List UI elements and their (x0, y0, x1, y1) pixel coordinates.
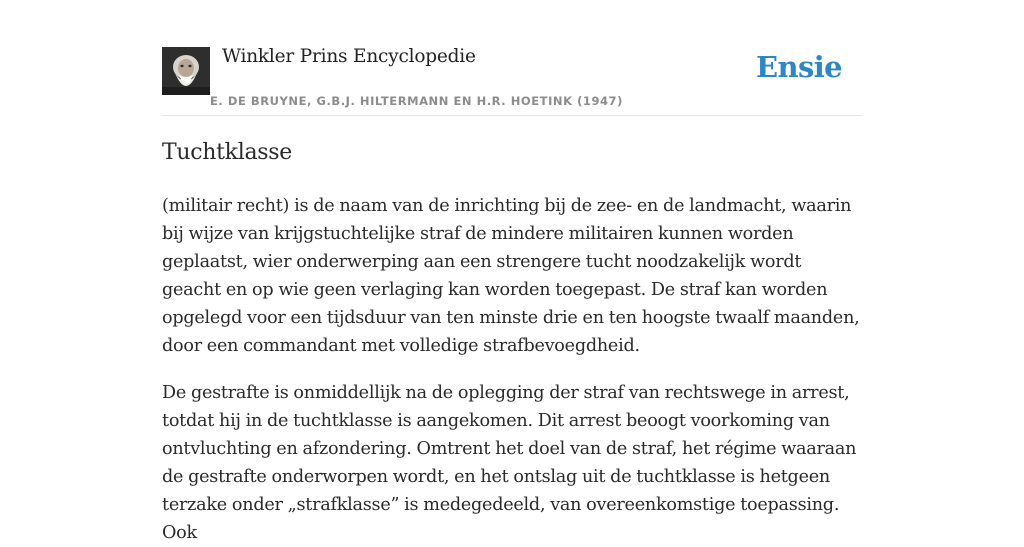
article-paragraph: De gestrafte is onmiddellijk na de oplegging der straf van rechtswege in arrest, totdat hij in de tuchtklasse is aangekomen. Dit arrest beoogt voorkoming van ontvluchting en afzondering. Omtrent het doel van de straf, het régime waaraan de gestrafte onderworpen wordt, en het ontslag uit de tuchtklasse is hetgeen terzake onder „strafklasse” is medegedeeld, van overeenkomstige toepassing. Ook (162, 383, 857, 543)
article-paragraph: (militair recht) is de naam van de inrichting bij de zee- en de landmacht, waarin bij wijze van krijgstuchtelijke straf de mindere militairen kunnen worden geplaatst, wier onderwerping aan een strengere tucht noodzakelijk wordt geacht en op wie geen verlaging kan worden toegepast. De straf kan worden opgelegd voor een tijdsduur van ten minste drie en ten hoogste twaalf maanden, door een commandant met volledige strafbevoegdheid. (162, 196, 860, 356)
bearded-man-portrait-icon (162, 47, 210, 95)
entry-title: Tuchtklasse (162, 140, 292, 165)
source-title: Winkler Prins Encyclopedie (222, 46, 476, 67)
article-page (162, 0, 862, 543)
header-divider (162, 115, 862, 116)
authors-byline: E. DE BRUYNE, G.B.J. HILTERMANN EN H.R. HOETINK (1947) (210, 94, 623, 108)
ensie-logo-link[interactable]: Ensie (756, 50, 842, 84)
